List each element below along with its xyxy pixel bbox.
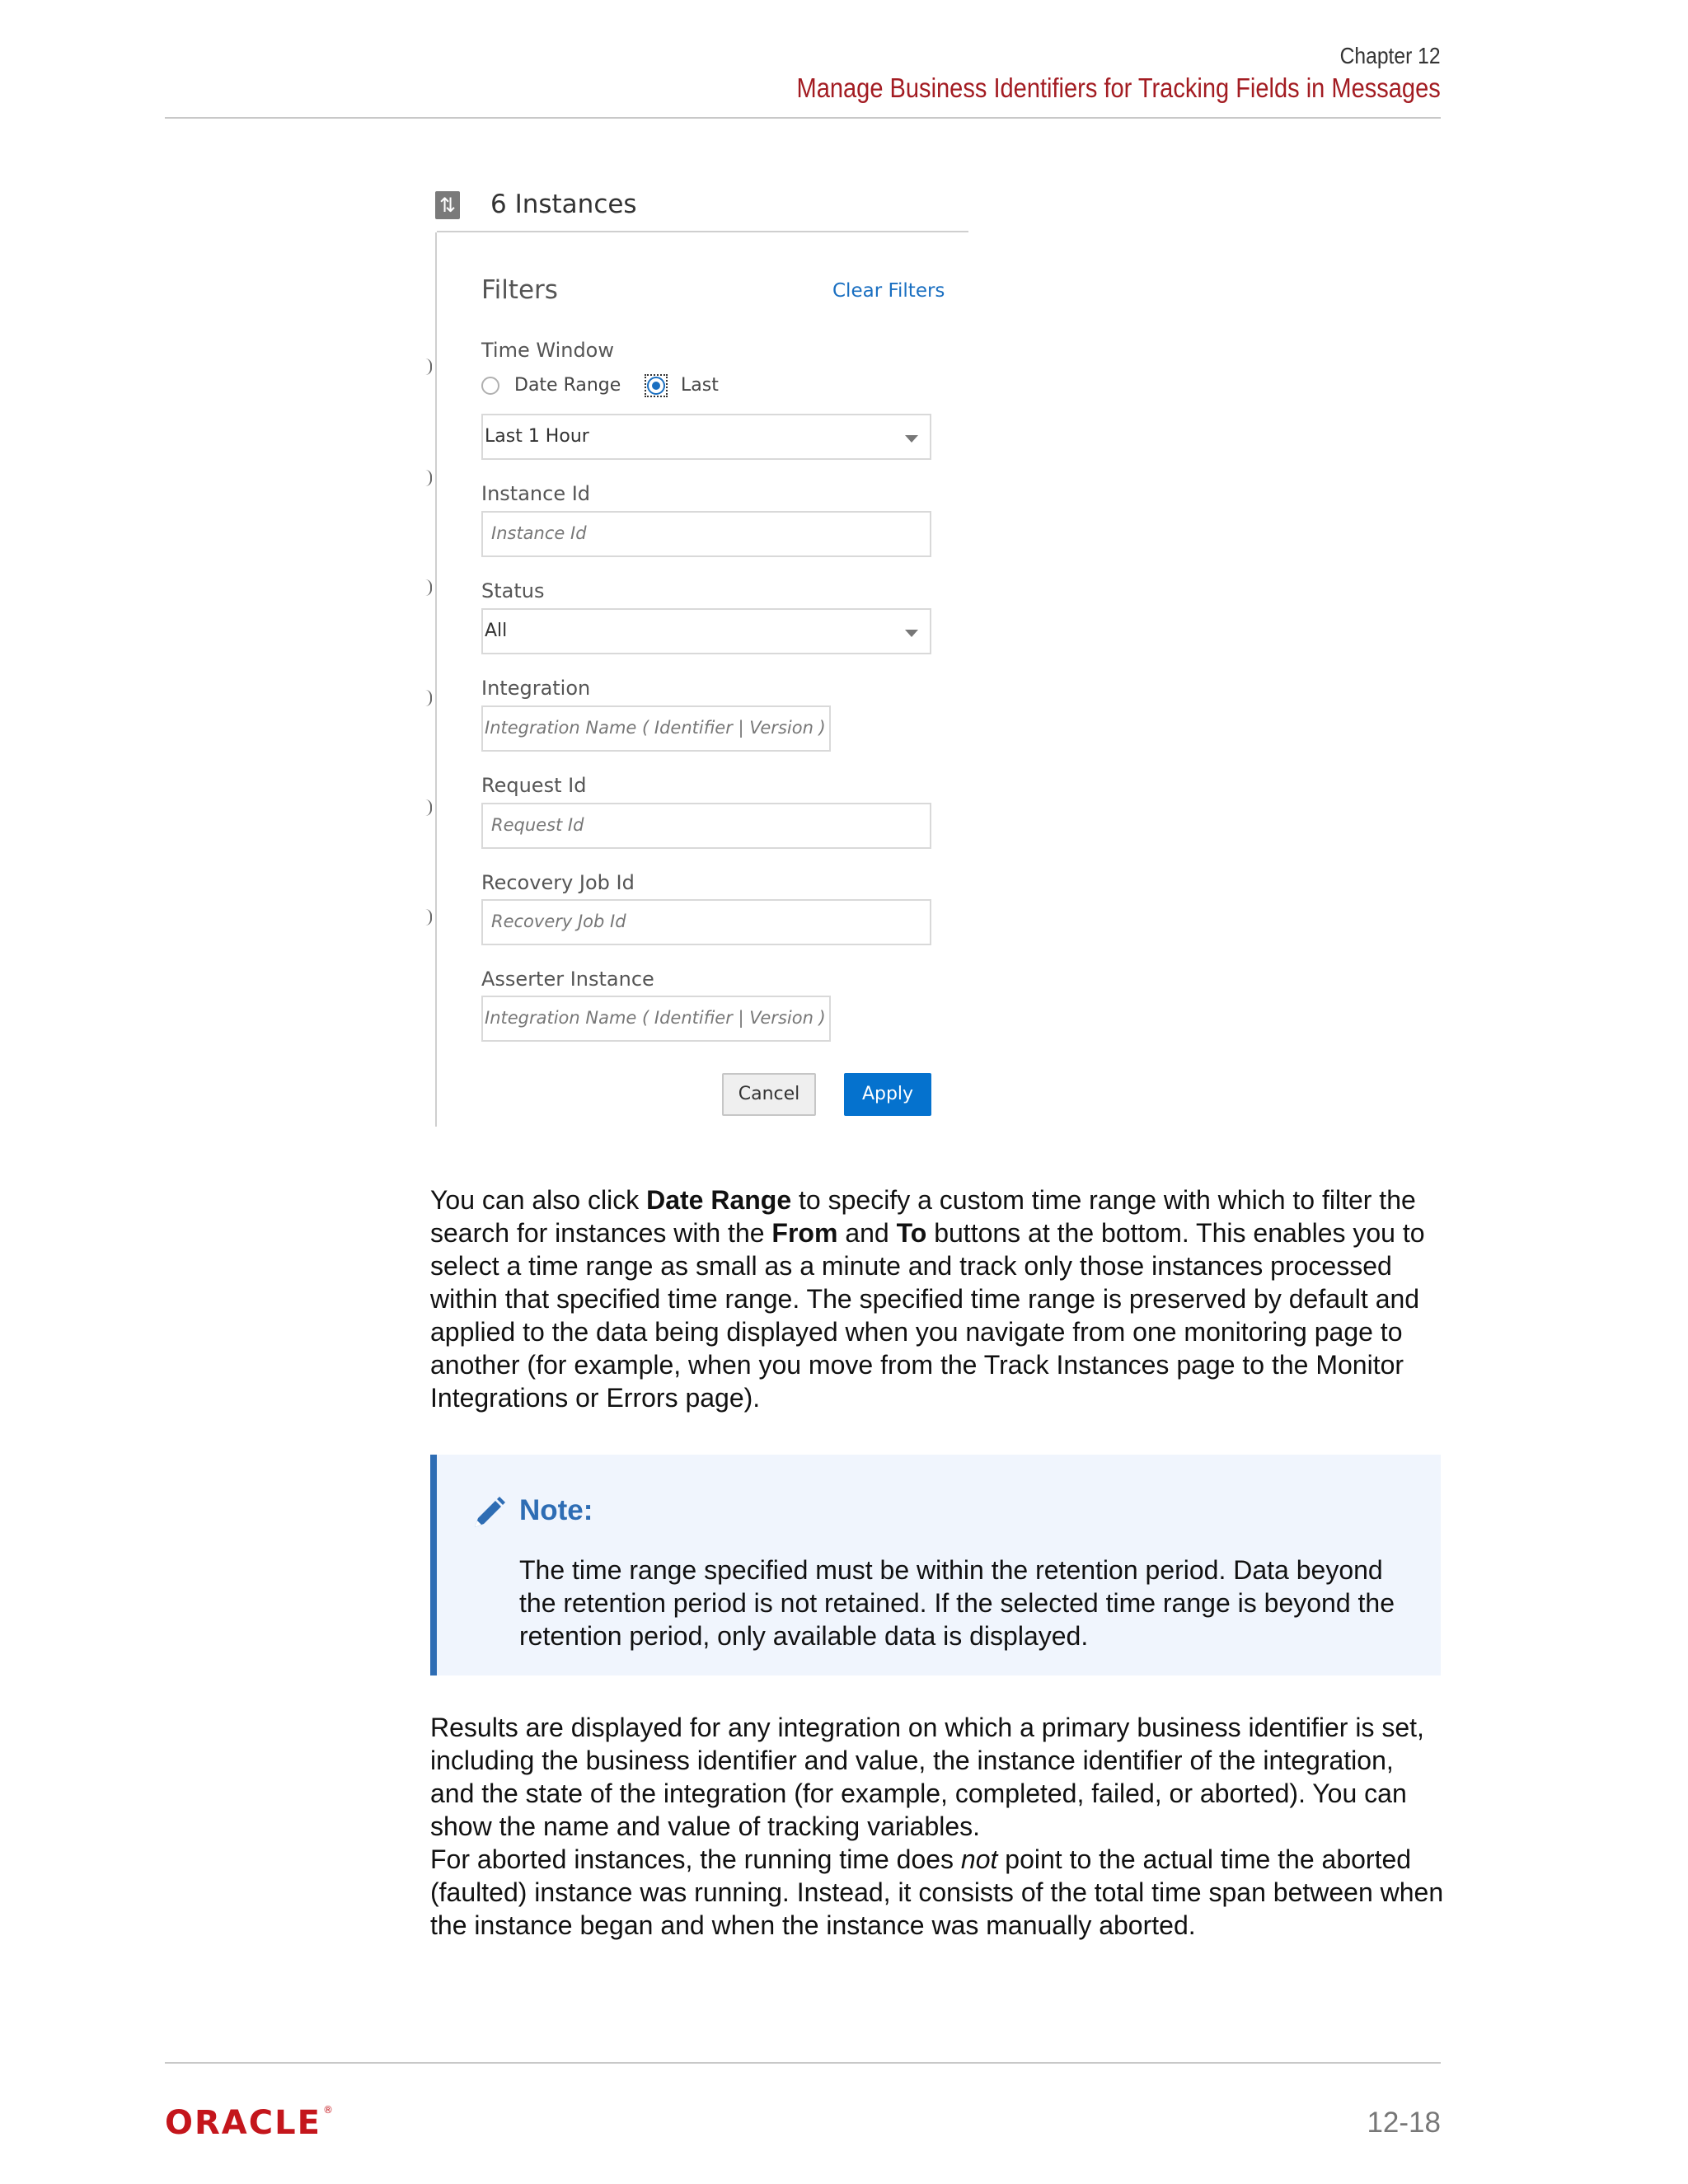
recovery-job-id-placeholder: Recovery Job Id — [491, 912, 626, 931]
asserter-instance-placeholder: Integration Name ( Identifier | Version ) — [485, 1008, 826, 1028]
pencil-icon — [470, 1494, 508, 1532]
p1-text-3: and — [837, 1218, 897, 1248]
asserter-instance-label: Asserter Instance — [481, 968, 654, 991]
row-marker — [425, 799, 432, 816]
status-label: Status — [481, 579, 545, 602]
instance-id-label: Instance Id — [481, 482, 591, 505]
recovery-job-id-label: Recovery Job Id — [481, 871, 635, 894]
paragraph-results: Results are displayed for any integration on which a primary business identifier is set, including the business identifier and value, the instance identifier of the integration, and the state of the integration (for example, completed, failed, or aborted). You can show the name and value of tracking variables. — [430, 1713, 1424, 1841]
paragraph-date-range — [430, 1183, 1444, 1414]
p1-bold-date-range: Date Range — [646, 1185, 792, 1215]
request-id-placeholder: Request Id — [491, 815, 584, 835]
page-number: 12-18 — [1367, 2107, 1441, 2139]
note-text: The time range specified must be within the retention period. Data beyond the retention period is not retained. If the selected time range is beyond the retention period, only available data is displayed. — [519, 1555, 1395, 1651]
apply-button[interactable]: Apply — [844, 1073, 931, 1116]
row-marker — [425, 470, 432, 486]
cancel-button[interactable]: Cancel — [722, 1073, 816, 1116]
chevron-down-icon — [905, 435, 918, 443]
filters-screenshot — [420, 165, 1030, 1137]
p1-text-2: to specify a custom time range with which to filter the search for instances with the — [430, 1185, 1416, 1248]
row-marker — [425, 909, 432, 926]
row-marker — [425, 690, 432, 706]
p1-bold-to: To — [896, 1218, 927, 1248]
chapter-label: Chapter 12 — [1340, 43, 1441, 68]
filters-title: Filters — [481, 275, 558, 305]
p1-text-4: buttons at the bottom. This enables you to select a time range as small as a minute and track only those instances processed within that specified time range. The specified time range is preserved by default and applied to the data being displayed when you navigate from one monitoring page to another (for example, when you move from the Track Instances page to the Monitor Integrations or Errors page). — [430, 1218, 1425, 1413]
logo-text: ORACLE — [165, 2104, 321, 2142]
clear-filters-link[interactable]: Clear Filters — [832, 280, 945, 302]
row-marker — [425, 579, 432, 596]
sort-icon[interactable]: ⇅ — [435, 191, 460, 219]
p3-emphasis-not: not — [960, 1844, 998, 1874]
row-marker — [425, 359, 432, 375]
instances-count: 6 Instances — [490, 190, 637, 219]
p3-text-2: point to the actual time the aborted (faulted) instance was running. Instead, it consists of the total time span between when the instance began and when the instance was manually aborted. — [430, 1844, 1444, 1940]
status-select[interactable] — [481, 608, 931, 654]
integration-label: Integration — [481, 677, 591, 700]
panel-top-border — [437, 231, 968, 232]
p3-text-1: For aborted instances, the running time does — [430, 1844, 961, 1874]
date-range-label: Date Range — [514, 375, 621, 396]
instance-id-input[interactable] — [481, 511, 931, 557]
paragraph-aborted — [430, 1843, 1444, 1942]
panel-left-border — [435, 232, 437, 1127]
recovery-job-id-input[interactable] — [481, 899, 931, 945]
footer-divider — [165, 2062, 1441, 2064]
integration-input[interactable] — [481, 705, 831, 752]
note-box — [430, 1455, 1441, 1675]
time-window-select[interactable] — [481, 414, 931, 460]
chapter-title: Manage Business Identifiers for Tracking Fields in Messages — [796, 73, 1441, 103]
request-id-label: Request Id — [481, 774, 587, 797]
instance-id-placeholder: Instance Id — [491, 523, 587, 543]
integration-placeholder: Integration Name ( Identifier | Version ) — [485, 718, 826, 738]
header-divider — [165, 117, 1441, 119]
status-value: All — [485, 621, 508, 641]
time-window-value: Last 1 Hour — [485, 426, 589, 447]
last-radio[interactable] — [647, 377, 665, 395]
p1-bold-from: From — [771, 1218, 838, 1248]
date-range-radio[interactable] — [481, 377, 499, 395]
chevron-down-icon — [905, 630, 918, 637]
time-window-label: Time Window — [481, 339, 614, 362]
note-title: Note: — [519, 1494, 593, 1526]
last-radio-focus[interactable] — [645, 374, 668, 397]
last-label: Last — [681, 375, 719, 396]
p1-text-1: You can also click — [430, 1185, 647, 1215]
asserter-instance-input[interactable] — [481, 996, 831, 1042]
request-id-input[interactable] — [481, 803, 931, 849]
oracle-logo: ORACLE ® — [165, 2104, 335, 2142]
